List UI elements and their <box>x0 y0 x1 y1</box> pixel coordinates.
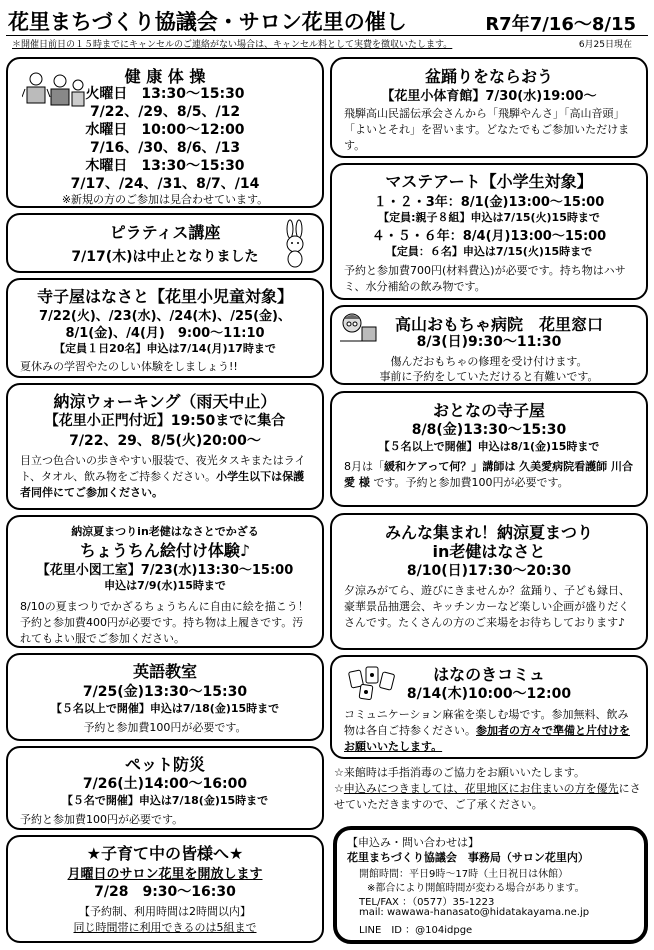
pet-line-3: 予約と参加費100円が必要です。 <box>20 813 184 826</box>
walking-para-1: 目立つ色合いの歩きやすい服装で、夜光タスキまたはライト、タオル、飲み物をご持参ください。 <box>20 454 306 483</box>
chouchin-line-2: 申込は7/9(水)15時まで <box>104 579 226 592</box>
current-date: 6月25日現在 <box>578 40 632 50</box>
master-line-4: 【定員：６名】申込は7/15(火)15時まで <box>385 245 593 258</box>
note-priority-b: にさせていただきますので、ご了承ください。 <box>334 782 641 811</box>
walking-line-1: 【花里小正門付近】19:50までに集合 <box>44 413 286 429</box>
contact-org: 花里まちづくり協議会 事務局（サロン花里内） <box>347 851 589 864</box>
kosodate-line-2: 7/28 9:30～16:30 <box>94 884 236 900</box>
kenkou-line-5: 木曜日 13:30～15:30 <box>85 158 245 174</box>
note-priority-mark: ☆ <box>334 782 344 795</box>
natsu-para: 夕涼みがてら、遊びにきませんか？盆踊り、子ども縁日、豪華景品抽選会、キッチンカーなど楽しい企画が盛りだくさんです。たくさんの方のご来場をお待ちしております♪ <box>344 584 630 629</box>
eigo-box <box>6 653 324 741</box>
hananoki-para-b: 参加者の方々で準備と片付けをお願いいたします。 <box>344 724 630 753</box>
natsu-box <box>330 513 648 650</box>
otona-line-2: 【５名以上で開催】申込は8/1(金)15時まで <box>378 440 600 453</box>
master-line-1: １・２・3年：8/1(金)13:00～15:00 <box>373 195 605 210</box>
kenkou-box <box>6 57 324 208</box>
eigo-line-2: 【５名以上で開催】申込は7/18(金)15時まで <box>50 702 280 715</box>
kosodate-line-4: 同じ時間帯に利用できるのは5組まで <box>73 921 257 934</box>
eigo-line-1: 7/25(金)13:30～15:30 <box>82 684 248 700</box>
note-sanitize: ☆来館時は手指消毒のご協力をお願いいたします。 <box>334 766 585 779</box>
terakoya-line-2: 8/1(金)、/4(月) 9:00～11:10 <box>65 326 265 341</box>
terakoya-line-4: 夏休みの学習やたのしい体験をしましょう!! <box>20 360 238 373</box>
terakoya-line-3: 【定員１日20名】申込は7/14(月)17時まで <box>54 342 276 355</box>
kenkou-line-6: 7/17、/24、/31、8/7、/14 <box>70 176 260 192</box>
otona-para-c: です。予約と参加費100円が必要です。 <box>369 476 569 489</box>
contact-hours-note: ※都合により開館時間が変わる場合があります。 <box>367 883 585 894</box>
terakoya-title: 寺子屋はなさと【花里小児童対象】 <box>36 287 293 306</box>
otona-para-a: 8月は「 <box>344 460 384 473</box>
hananoki-para <box>344 707 636 755</box>
kosodate-line-1: 月曜日のサロン花里を開放します <box>67 867 263 882</box>
event-period: R7年7/16～8/15 <box>485 14 636 35</box>
pet-box <box>6 746 324 830</box>
hananoki-line-1: 8/14(木)10:00～12:00 <box>406 686 572 702</box>
omocha-line-3: 事前に予約をしていただけると有難いです。 <box>379 370 599 383</box>
omocha-line-2: 傷んだおもちゃの修理を受け付けます。 <box>390 355 588 368</box>
rabbit-icon <box>278 219 312 269</box>
note-priority <box>334 781 644 813</box>
walking-para-2: 小学生以下は保護者同伴にてご参加ください。 <box>20 470 305 499</box>
bon-line-1: 【花里小体育館】7/30(水)19:00～ <box>381 89 597 104</box>
header-divider <box>6 35 648 36</box>
omocha-title: 高山おもちゃ病院 花里窓口 <box>394 315 603 334</box>
master-line-2: 【定員:親子８組】申込は7/15(火)15時まで <box>378 211 600 224</box>
bon-title: 盆踊りをならおう <box>424 67 553 86</box>
contact-head: 【申込み・問い合わせは】 <box>347 836 479 849</box>
omocha-box <box>330 305 648 385</box>
contact-box <box>333 826 648 944</box>
terakoya-line-1: 7/22(火)、/23(水)、/24(木)、/25(金)、 <box>39 309 291 324</box>
hananoki-box <box>330 655 648 759</box>
otona-title: おとなの寺子屋 <box>432 401 545 420</box>
pet-title: ペット防災 <box>124 755 205 774</box>
hananoki-para-a: コミュニケーション麻雀を楽しむ場です。参加無料、飲み物は各自ご持参ください。 <box>344 708 629 737</box>
pilates-line: 7/17(木)は中止となりました <box>71 249 259 265</box>
chouchin-sub: 納涼夏まつりin老健はなさとでかざる <box>71 525 259 538</box>
terakoya-box <box>6 278 324 378</box>
chouchin-para: 8/10の夏まつりでかざるちょうちんに自由に絵を描こう！予約と参加費400円が必要です。持ち物は上履きです。汚れてもよい服でご参加ください。 <box>20 600 309 645</box>
kosodate-line-3: 【予約制、利用時間は2時間以内】 <box>79 905 251 918</box>
bon-para: 飛騨高山民謡伝承会さんから「飛騨やんさ」「高山音頭」「よいとそれ」を習います。どなたでもご参加いただけます。 <box>344 107 630 152</box>
note-priority-a: 申込みにつきましては、花里地区にお住まいの方を優先 <box>343 782 619 795</box>
pilates-box <box>6 213 324 273</box>
omocha-line-1: 8/3(日)9:30～11:30 <box>416 334 562 350</box>
otona-box <box>330 391 648 507</box>
contact-tel: TEL/FAX ：（0577）35-1223 <box>359 897 495 908</box>
kenkou-line-2: 7/22、/29、8/5、/12 <box>89 104 241 120</box>
kenkou-title: 健 康 体 操 <box>124 67 206 86</box>
kenkou-line-1: 火曜日 13:30～15:30 <box>85 86 245 102</box>
chouchin-line-1: 【花里小図工室】7/23(水)13:30～15:00 <box>36 563 294 578</box>
contact-line-id: LINE ID ：@104idpge <box>359 925 473 936</box>
page-title: 花里まちづくり協議会・サロン花里の催し <box>8 10 407 34</box>
bon-box <box>330 57 648 158</box>
kosodate-title: ★子育て中の皆様へ★ <box>86 844 244 863</box>
chouchin-title: ちょうちん絵付け体験♪ <box>79 541 251 560</box>
otona-para <box>344 459 636 491</box>
kenkou-line-3: 水曜日 10:00～12:00 <box>85 122 245 138</box>
master-title: マステアート【小学生対象】 <box>385 172 593 191</box>
natsu-line-1: 8/10(日)17:30～20:30 <box>406 563 572 579</box>
master-line-3: ４・５・６年：8/4(月)13:00～15:00 <box>371 229 607 244</box>
cancellation-notice: ＊開催日前日の１５時までにキャンセルのご連絡がない場合は、キャンセル料として実費を徴収いたします。 <box>12 40 453 50</box>
pet-line-1: 7/26(土)14:00～16:00 <box>82 776 248 792</box>
otona-para-b: 緩和ケアって何？」講師は 久美愛病院看護師 川合 愛 様 <box>344 460 633 489</box>
walking-para <box>20 453 312 501</box>
master-box <box>330 163 648 300</box>
pet-line-2: 【５名で開催】申込は7/18(金)15時まで <box>61 794 269 807</box>
kosodate-box <box>6 835 324 943</box>
natsu-title-1: みんな集まれ！納涼夏まつり <box>384 523 593 542</box>
kenkou-note: ※新規の方のご参加は見合わせています。 <box>61 193 269 206</box>
walking-line-2: 7/22、29、8/5(火)20:00～ <box>69 433 261 449</box>
hananoki-title: はなのきコミュ <box>433 665 545 684</box>
contact-hours: 開館時間：平日9時～17時（土日祝日は休館） <box>359 869 569 880</box>
walking-box <box>6 383 324 510</box>
otona-line-1: 8/8(金)13:30～15:30 <box>411 422 567 438</box>
contact-mail[interactable]: mail: wawawa-hanasato@hidatakayama.ne.jp <box>359 907 590 918</box>
walking-title: 納涼ウォーキング（雨天中止） <box>53 392 277 411</box>
natsu-title-2: in老健はなさと <box>432 542 546 561</box>
kenkou-line-4: 7/16、/30、8/6、/13 <box>89 140 241 156</box>
pilates-title: ピラティス講座 <box>109 223 221 242</box>
master-para: 予約と参加費700円(材料費込)が必要です。持ち物はハサミ、水分補給の飲み物です。 <box>344 264 626 293</box>
eigo-title: 英語教室 <box>132 662 197 681</box>
general-notes <box>334 765 644 813</box>
eigo-line-3: 予約と参加費100円が必要です。 <box>83 721 247 734</box>
chouchin-box <box>6 515 324 648</box>
